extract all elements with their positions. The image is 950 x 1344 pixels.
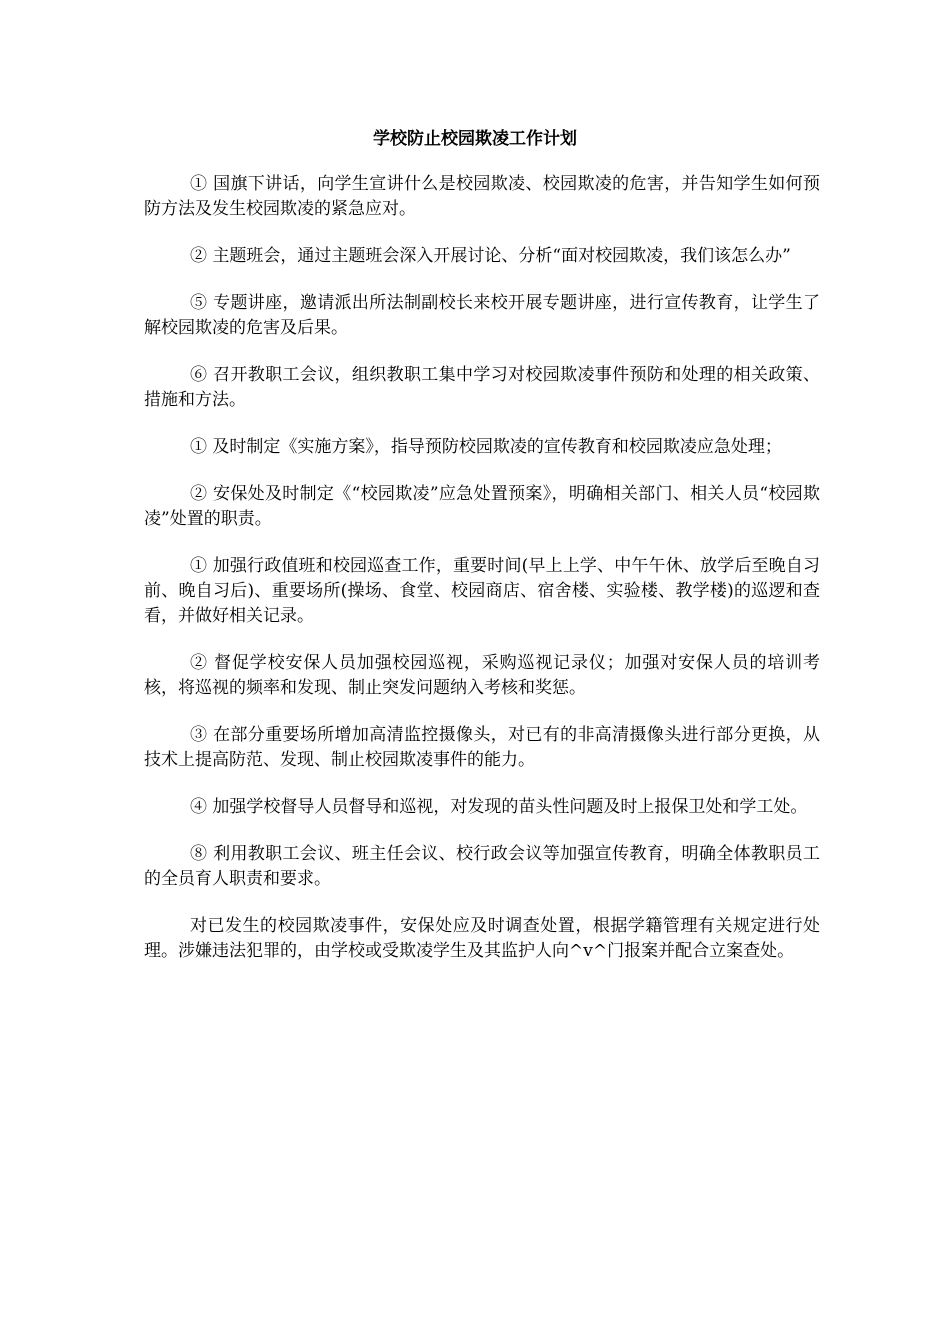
paragraph-5: ① 及时制定《实施方案》，指导预防校园欺凌的宣传教育和校园欺凌应急处理； [190,437,782,457]
paragraph-1: ① 国旗下讲话，向学生宣讲什么是校园欺凌、校园欺凌的危害，并告知学生如何预防方法及发生校园欺凌的紧急应对。 [144,174,820,219]
paragraph-3: ⑤ 专题讲座，邀请派出所法制副校长来校开展专题讲座，进行宣传教育，让学生了解校园欺凌的危害及后果。 [144,293,820,338]
paragraph-2: ② 主题班会，通过主题班会深入开展讨论、分析“面对校园欺凌，我们该怎么办” [190,246,791,266]
paragraph-12: 对已发生的校园欺凌事件，安保处应及时调查处置，根据学籍管理有关规定进行处理。涉嫌违法犯罪的，由学校或受欺凌学生及其监护人向^v^门报案并配合立案查处。 [144,916,820,961]
paragraph-4: ⑥ 召开教职工会议，组织教职工集中学习对校园欺凌事件预防和处理的相关政策、措施和方法。 [144,365,820,410]
paragraph-11: ⑧ 利用教职工会议、班主任会议、校行政会议等加强宣传教育，明确全体教职员工的全员育人职责和要求。 [144,844,820,889]
paragraph-9: ③ 在部分重要场所增加高清监控摄像头，对已有的非高清摄像头进行部分更换，从技术上提高防范、发现、制止校园欺凌事件的能力。 [144,725,820,770]
paragraph-7: ① 加强行政值班和校园巡查工作，重要时间(早上上学、中午午休、放学后至晚自习前、晚自习后)、重要场所(操场、食堂、校园商店、宿舍楼、实验楼、教学楼)的巡逻和查看，并做好相关记录。 [144,556,820,626]
paragraph-10: ④ 加强学校督导人员督导和巡视，对发现的苗头性问题及时上报保卫处和学工处。 [190,797,808,817]
paragraph-6: ② 安保处及时制定《“校园欺凌”应急处置预案》，明确相关部门、相关人员“校园欺凌”处置的职责。 [144,484,820,529]
paragraph-8: ② 督促学校安保人员加强校园巡视，采购巡视记录仪；加强对安保人员的培训考核，将巡视的频率和发现、制止突发问题纳入考核和奖惩。 [144,653,820,698]
document-title: 学校防止校园欺凌工作计划 [373,129,577,149]
document-body [144,172,820,986]
